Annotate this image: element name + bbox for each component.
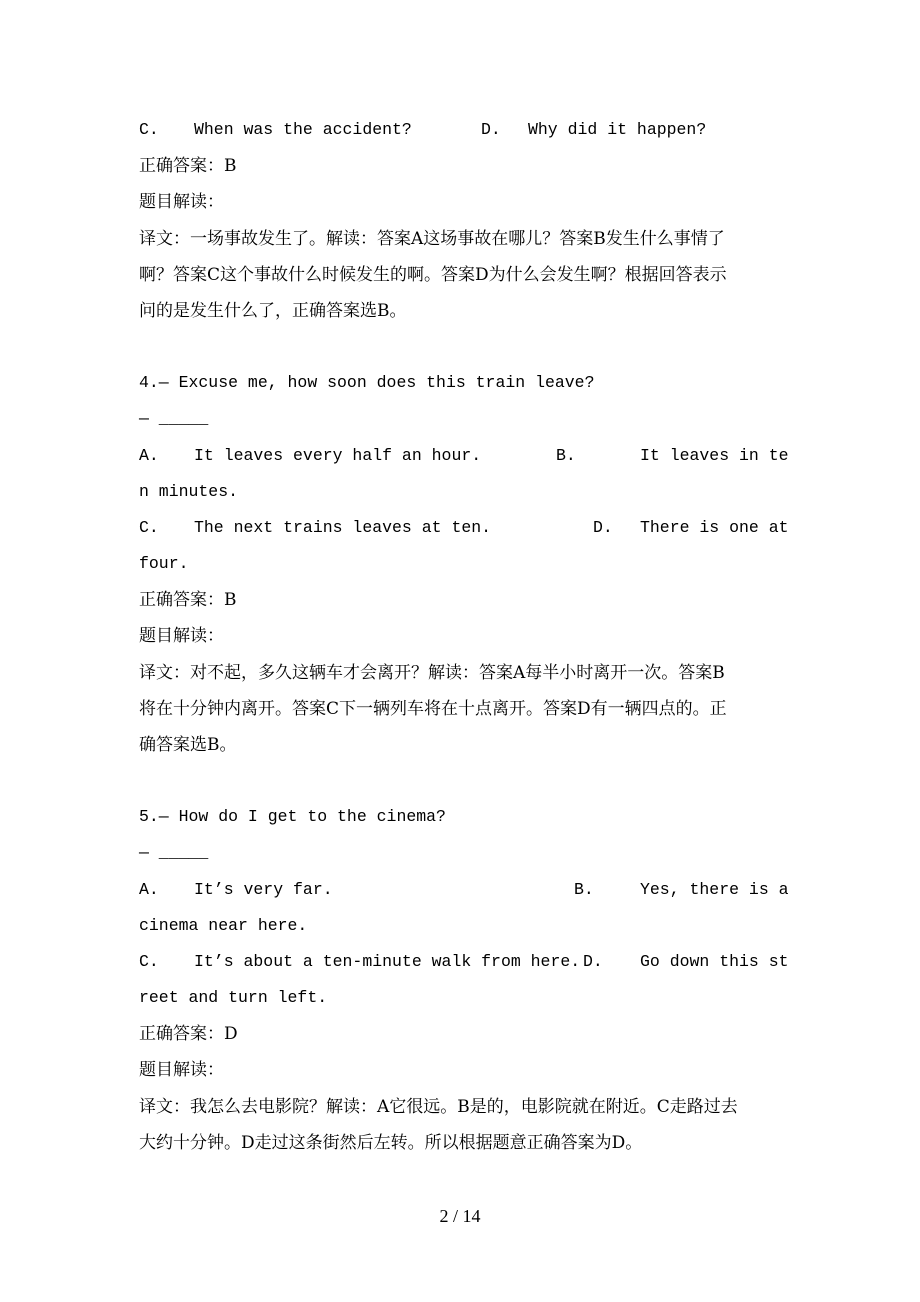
- correct-answer: 正确答案：B: [139, 590, 237, 610]
- explanation-line: 译文：对不起，多久这辆车才会离开？解读：答案A每半小时离开一次。答案B: [139, 663, 725, 683]
- option-c-letter: C.: [139, 518, 159, 537]
- explanation-line: 译文：我怎么去电影院？解读：A它很远。B是的，电影院就在附近。C走路过去: [139, 1097, 738, 1117]
- option-a-letter: A.: [139, 880, 159, 899]
- explanation-line: 译文：一场事故发生了。解读：答案A这场事故在哪儿？答案B发生什么事情了: [139, 229, 725, 249]
- option-d-text: Why did it happen?: [528, 120, 707, 139]
- answer-blank: — _____: [139, 409, 209, 428]
- option-d-text-wrap: four.: [139, 554, 189, 573]
- option-c-text: When was the accident?: [194, 120, 412, 139]
- option-b-text-wrap: cinema near here.: [139, 916, 308, 935]
- option-b-text-wrap: n minutes.: [139, 482, 239, 501]
- option-a-text: It leaves every half an hour.: [194, 446, 482, 465]
- option-b-text: Yes, there is a: [640, 880, 789, 899]
- option-d-letter: D.: [593, 518, 613, 537]
- explanation-line: 问的是发生什么了，正确答案选B。: [139, 301, 407, 321]
- option-d-letter: D.: [481, 120, 501, 139]
- explanation-line: 确答案选B。: [139, 735, 237, 755]
- option-d-text: Go down this st: [640, 952, 789, 971]
- explanation-line: 啊？答案C这个事故什么时候发生的啊。答案D为什么会发生啊？根据回答表示: [139, 265, 727, 285]
- option-c-text: It’s about a ten-minute walk from here.: [194, 952, 581, 971]
- explanation-heading: 题目解读：: [139, 1060, 224, 1080]
- explanation-line: 将在十分钟内离开。答案C下一辆列车将在十点离开。答案D有一辆四点的。正: [139, 699, 727, 719]
- explanation-heading: 题目解读：: [139, 192, 224, 212]
- option-c-letter: C.: [139, 120, 159, 139]
- option-c-text: The next trains leaves at ten.: [194, 518, 492, 537]
- page-number: 2 / 14: [439, 1206, 481, 1226]
- option-b-text: It leaves in te: [640, 446, 789, 465]
- option-a-text: It’s very far.: [194, 880, 333, 899]
- correct-answer: 正确答案：B: [139, 156, 237, 176]
- explanation-heading: 题目解读：: [139, 626, 224, 646]
- answer-blank: — _____: [139, 843, 209, 862]
- option-d-letter: D.: [583, 952, 603, 971]
- option-a-letter: A.: [139, 446, 159, 465]
- correct-answer: 正确答案：D: [139, 1024, 238, 1044]
- question-text: 4.— Excuse me, how soon does this train leave?: [139, 373, 595, 392]
- explanation-line: 大约十分钟。D走过这条街然后左转。所以根据题意正确答案为D。: [139, 1133, 643, 1153]
- option-b-letter: B.: [574, 880, 594, 899]
- option-c-letter: C.: [139, 952, 159, 971]
- option-b-letter: B.: [556, 446, 576, 465]
- option-d-text-wrap: reet and turn left.: [139, 988, 328, 1007]
- question-text: 5.— How do I get to the cinema?: [139, 807, 446, 826]
- option-d-text: There is one at: [640, 518, 789, 537]
